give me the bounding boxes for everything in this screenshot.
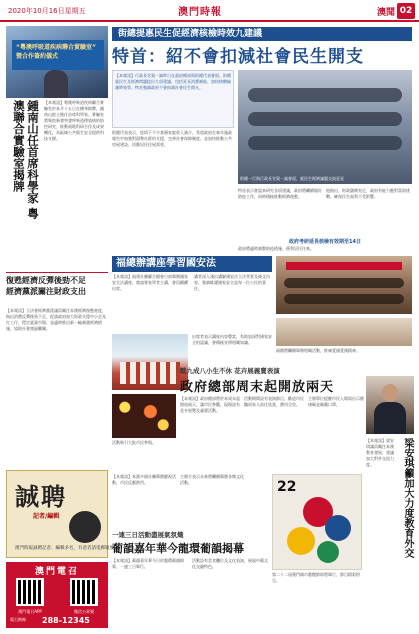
recruitment-ad[interactable]	[6, 470, 114, 558]
lantern-body: 活動吸引大批市民參與。	[112, 440, 156, 445]
bottom-body-4: 活動設有美食攤位及文化表演，展現中葡文化交融特色。	[192, 558, 268, 569]
building-facade	[120, 362, 180, 384]
hotline-number: 288-12345	[42, 616, 90, 625]
sub-caption: 政府考研延長核檢有效期至14日	[289, 239, 361, 245]
qr-code-icon[interactable]	[70, 578, 98, 606]
main-body-4: 政府將適時調整防疫措施，便利居民往來。	[238, 246, 314, 251]
headline-line-2: 經濟黨派關注財政支出	[6, 286, 86, 296]
page-header	[0, 0, 419, 22]
audience-row	[284, 278, 404, 288]
bottom-body-2: 主辦方表示未來將繼續舉辦各類文化活動。	[180, 474, 244, 485]
stage-banner	[286, 262, 402, 270]
main-body-1: 街總代表表示，疫情下不少基層家庭收入減少，希望政府在來年施政報告中加強對弱勢社群的支援，完善社會保障制度，並加快推動公共房屋建設，回應居民住屋需要。	[112, 130, 232, 147]
vertical-headline: 鍾南山任首席科學家 粵澳聯合實驗室揭牌	[12, 100, 40, 220]
section-body-2: 講者深入淺出講解國安法立法背景及條文內容，強調維護國家安全是每一位公民的責任。	[194, 274, 270, 291]
main-body-2: 特首表示會認真研究各項建議，政府將繼續做好防疫工作，同時積極推動經濟復甦。	[238, 188, 322, 199]
economy-article-heading	[6, 272, 108, 308]
lantern-photo	[112, 394, 176, 438]
photo-caption: 街總一行與行政長官賀一誠會面，就民生經濟議題交流意見	[240, 176, 344, 181]
recruit-logo-icon	[69, 511, 101, 543]
building-photo	[112, 334, 188, 390]
mid-body-2: 活動期間設有表演節目，歡迎市民攜同家人前往欣賞，費用全免。	[244, 396, 304, 407]
main-headline: 特首：紹不會扣減社會民生開支	[112, 47, 364, 67]
recruit-contact: 澳門時報誠聘記者、編輯多名，有意者請電郵履歷	[15, 546, 114, 551]
poster-body: 第二十二屆澳門城市藝穗節即將舉行，節目精彩紛呈。	[272, 572, 360, 583]
lab-ceremony-photo	[6, 26, 108, 98]
section-name: 澳聞	[376, 8, 395, 18]
qr-label: 微信公眾號	[74, 609, 94, 614]
poster-shape	[287, 527, 315, 555]
audience-row	[248, 136, 402, 150]
poster-number: 22	[277, 479, 297, 495]
legislator-photo	[366, 376, 414, 434]
mid-body-1: 【本報訊】政府總部將於本周末起開放兩天，讓市民參觀，現場設有花卉展覽及義賣活動。	[180, 396, 240, 413]
main-body-3: 他指出，財政儲備充足，政府有能力應對當前挑戰，確保民生福利不受影響。	[326, 188, 410, 199]
photo-banner-line-2: 暨合作簽約儀式	[16, 53, 59, 60]
qr-code-icon[interactable]	[16, 578, 44, 606]
lead-text: 【本報訊】行政長官賀一誠昨日在政府總部與街總代表會面。街總就民生及經濟問題提出九項建議，包括延長消費補貼、加快核酸檢測時效等。特首強調政府不會扣減社會民生開支。	[115, 73, 231, 90]
mid-headline: 政府總部周末起開放兩天	[180, 380, 335, 395]
mid-subhead: 戰九成八小生不休 花卉展義賣表演	[180, 367, 280, 375]
photo-banner	[12, 40, 104, 70]
section-body-1: 【本報訊】福建社團聯合總會日前舉辦國家安全法講座，邀請專家學者主講，會員踴躍出席。	[112, 274, 188, 291]
bottom-subhead: 一連三日活動盡展氣氛熾	[112, 531, 184, 539]
bottom-body-1: 【本報訊】本澳多個社團舉辦慶祝活動，市民反應熱烈。	[112, 474, 176, 485]
right-body: 【本報訊】梁安琪議員關注本澳教育發展，建議加大對外交流力度。	[366, 438, 394, 467]
meeting-photo	[238, 70, 412, 184]
photo-banner-line-1: “粵澳呼吸道疾病聯合實驗室”	[16, 44, 96, 51]
page-number: 02	[397, 3, 415, 19]
recruit-title: 誠聘	[15, 482, 67, 511]
bottom-headline: 葡韻嘉年華今龍環葡韻揭幕	[112, 542, 244, 555]
qr-label: 澳門電召APP	[18, 609, 42, 614]
audience-row	[248, 88, 402, 102]
poster-shape	[325, 515, 351, 541]
recruit-subtitle: 記者/編輯	[33, 513, 60, 520]
right-vertical-headline: 梁安琪籲加大力度教育外交	[402, 438, 413, 558]
section-body-3: 出席者表示講座內容豐富，有助加深對國家安全的認識，會積極宣傳相關知識。	[192, 334, 272, 345]
group-photo	[276, 318, 412, 346]
main-kicker: 街總提惠民生促經濟核檢時效九建議	[112, 27, 412, 41]
header-date: 2020年10月16日星期五	[8, 7, 86, 15]
bottom-body-3: 【本報訊】葡韻嘉年華今日於龍環葡韻揭幕，一連三日舉行。	[112, 558, 184, 569]
section-body-4: 福總將繼續舉辦相關活動，推廣愛國愛澳精神。	[276, 348, 360, 353]
promo-title: 澳門電召	[34, 567, 79, 577]
audience-row	[284, 294, 404, 304]
person-body	[374, 402, 406, 434]
speaker-figure	[44, 70, 68, 98]
section-headline: 福總辦講座學習國安法	[112, 256, 272, 272]
audience-row	[248, 112, 402, 126]
taxi-promo[interactable]	[6, 562, 108, 628]
person-head	[382, 384, 398, 402]
festival-poster	[272, 474, 362, 570]
lecture-photo	[276, 256, 412, 314]
poster-shape	[317, 541, 339, 563]
mid-body-3: 主辦單位提醒市民入場需出示健康碼並佩戴口罩。	[308, 396, 364, 407]
economy-article-body: 【本報訊】立法會經濟黨派議員關注本澳經濟復甦進度，指出消費反彈後勁不足，促請政府加大財政支援中小企及打工仔，穩定就業市場，並適時推出新一輪刺激經濟措施，協助社會渡過難關。	[6, 308, 106, 331]
article-body: 【本報訊】粵澳呼吸道疾病聯合實驗室於本月十五日在橫琴揭牌，鍾南山院士擔任首席科學家。實驗室將聚焦新發突發呼吸道傳染病的防控研究，推動兩地科研合作及成果轉化，為區域公共衛生安全提供科技支撐。	[44, 100, 104, 141]
hotline-label: 電召熱線	[10, 617, 26, 622]
masthead: 澳門時報	[178, 7, 222, 18]
lead-box	[112, 70, 234, 128]
headline-line-1: 復甦經濟反彈後勁不足	[6, 275, 86, 285]
